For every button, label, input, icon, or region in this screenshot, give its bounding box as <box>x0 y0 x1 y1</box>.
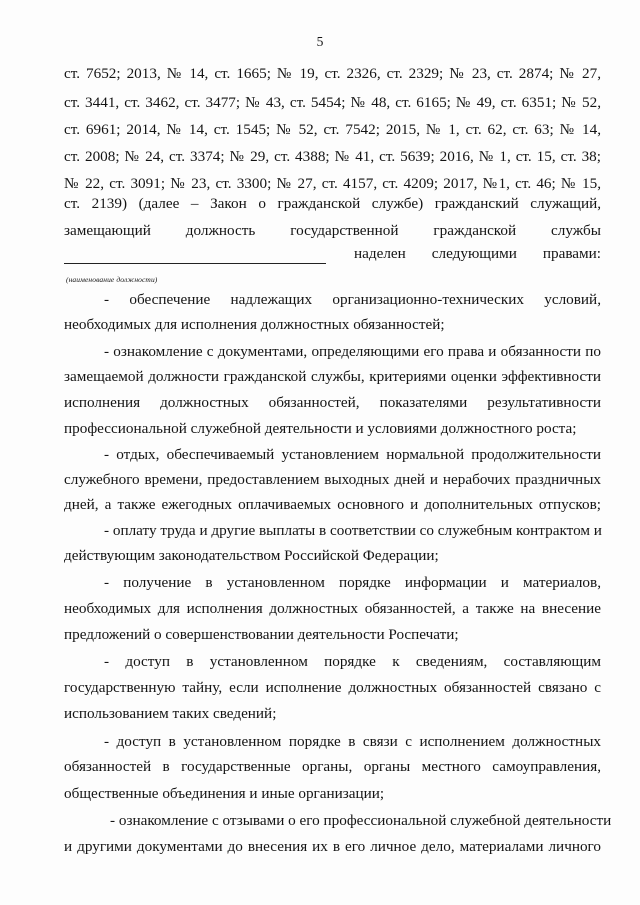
rights-line: и другими документами до внесения их в его личное дело, материалами личного <box>64 838 601 855</box>
text-line: ст. 3441, ст. 3462, ст. 3477; № 43, ст. 5454; № 48, ст. 6165; № 49, ст. 6351; № 52, <box>64 94 601 111</box>
rights-line: предложений о совершенствовании деятельности Роспечати; <box>64 626 459 643</box>
rights-line: - обеспечение надлежащих организационно-технических условий, <box>104 291 601 308</box>
granted-rights-text: наделен следующими правами: <box>354 245 601 262</box>
rights-line: необходимых для исполнения должностных обязанностей; <box>64 316 445 333</box>
rights-line: - получение в установленном порядке информации и материалов, <box>104 574 601 591</box>
rights-line: - доступ в установленном порядке в связи с исполнением должностных <box>104 733 601 750</box>
rights-line: действующим законодательством Российской Федерации; <box>64 547 439 564</box>
rights-line: - оплату труда и другие выплаты в соответствии со служебным контрактом и <box>104 522 602 539</box>
rights-line: дней, а также ежегодных оплачиваемых основного и дополнительных отпусков; <box>64 496 601 513</box>
text-line: ст. 2008; № 24, ст. 3374; № 29, ст. 4388; № 41, ст. 5639; 2016, № 1, ст. 15, ст. 38; <box>64 148 601 165</box>
rights-line: служебного времени, предоставлением выходных дней и нерабочих праздничных <box>64 471 601 488</box>
rights-line: профессиональной служебной деятельности и условиями должностного роста; <box>64 420 577 437</box>
rights-line: - отдых, обеспечиваемый установлением нормальной продолжительности <box>104 446 601 463</box>
rights-line: использованием таких сведений; <box>64 705 277 722</box>
text-line: замещающий должность государственной гражданской службы <box>64 222 601 239</box>
rights-line: - доступ в установленном порядке к сведениям, составляющим <box>104 653 601 670</box>
rights-line: - ознакомление с документами, определяющими его права и обязанности по <box>104 343 601 360</box>
rights-line: общественные объединения и иные организации; <box>64 785 385 802</box>
page-number: 5 <box>316 34 324 49</box>
rights-line: - ознакомление с отзывами о его профессиональной служебной деятельности <box>110 812 612 829</box>
text-line: ст. 7652; 2013, № 14, ст. 1665; № 19, ст. 2326, ст. 2329; № 23, ст. 2874; № 27, <box>64 65 601 82</box>
rights-line: необходимых для исполнения должностных обязанностей, а также на внесение <box>64 600 601 617</box>
rights-line: замещаемой должности гражданской службы, критериями оценки эффективности <box>64 368 601 385</box>
rights-line: исполнения должностных обязанностей, показателями результативности <box>64 394 601 411</box>
position-caption: (наименование должности) <box>66 275 158 284</box>
text-line: № 22, ст. 3091; № 23, ст. 3300; № 27, ст. 4157, ст. 4209; 2017, №1, ст. 46; № 15, <box>64 175 601 192</box>
text-line: ст. 6961; 2014, № 14, ст. 1545; № 52, ст. 7542; 2015, № 1, ст. 62, ст. 63; № 14, <box>64 121 601 138</box>
rights-line: государственную тайну, если исполнение должностных обязанностей связано с <box>64 679 601 696</box>
text-line: ст. 2139) (далее – Закон о гражданской службе) гражданский служащий, <box>64 195 601 212</box>
rights-line: обязанностей в государственные органы, органы местного самоуправления, <box>64 758 601 775</box>
position-blank-line <box>64 263 326 264</box>
